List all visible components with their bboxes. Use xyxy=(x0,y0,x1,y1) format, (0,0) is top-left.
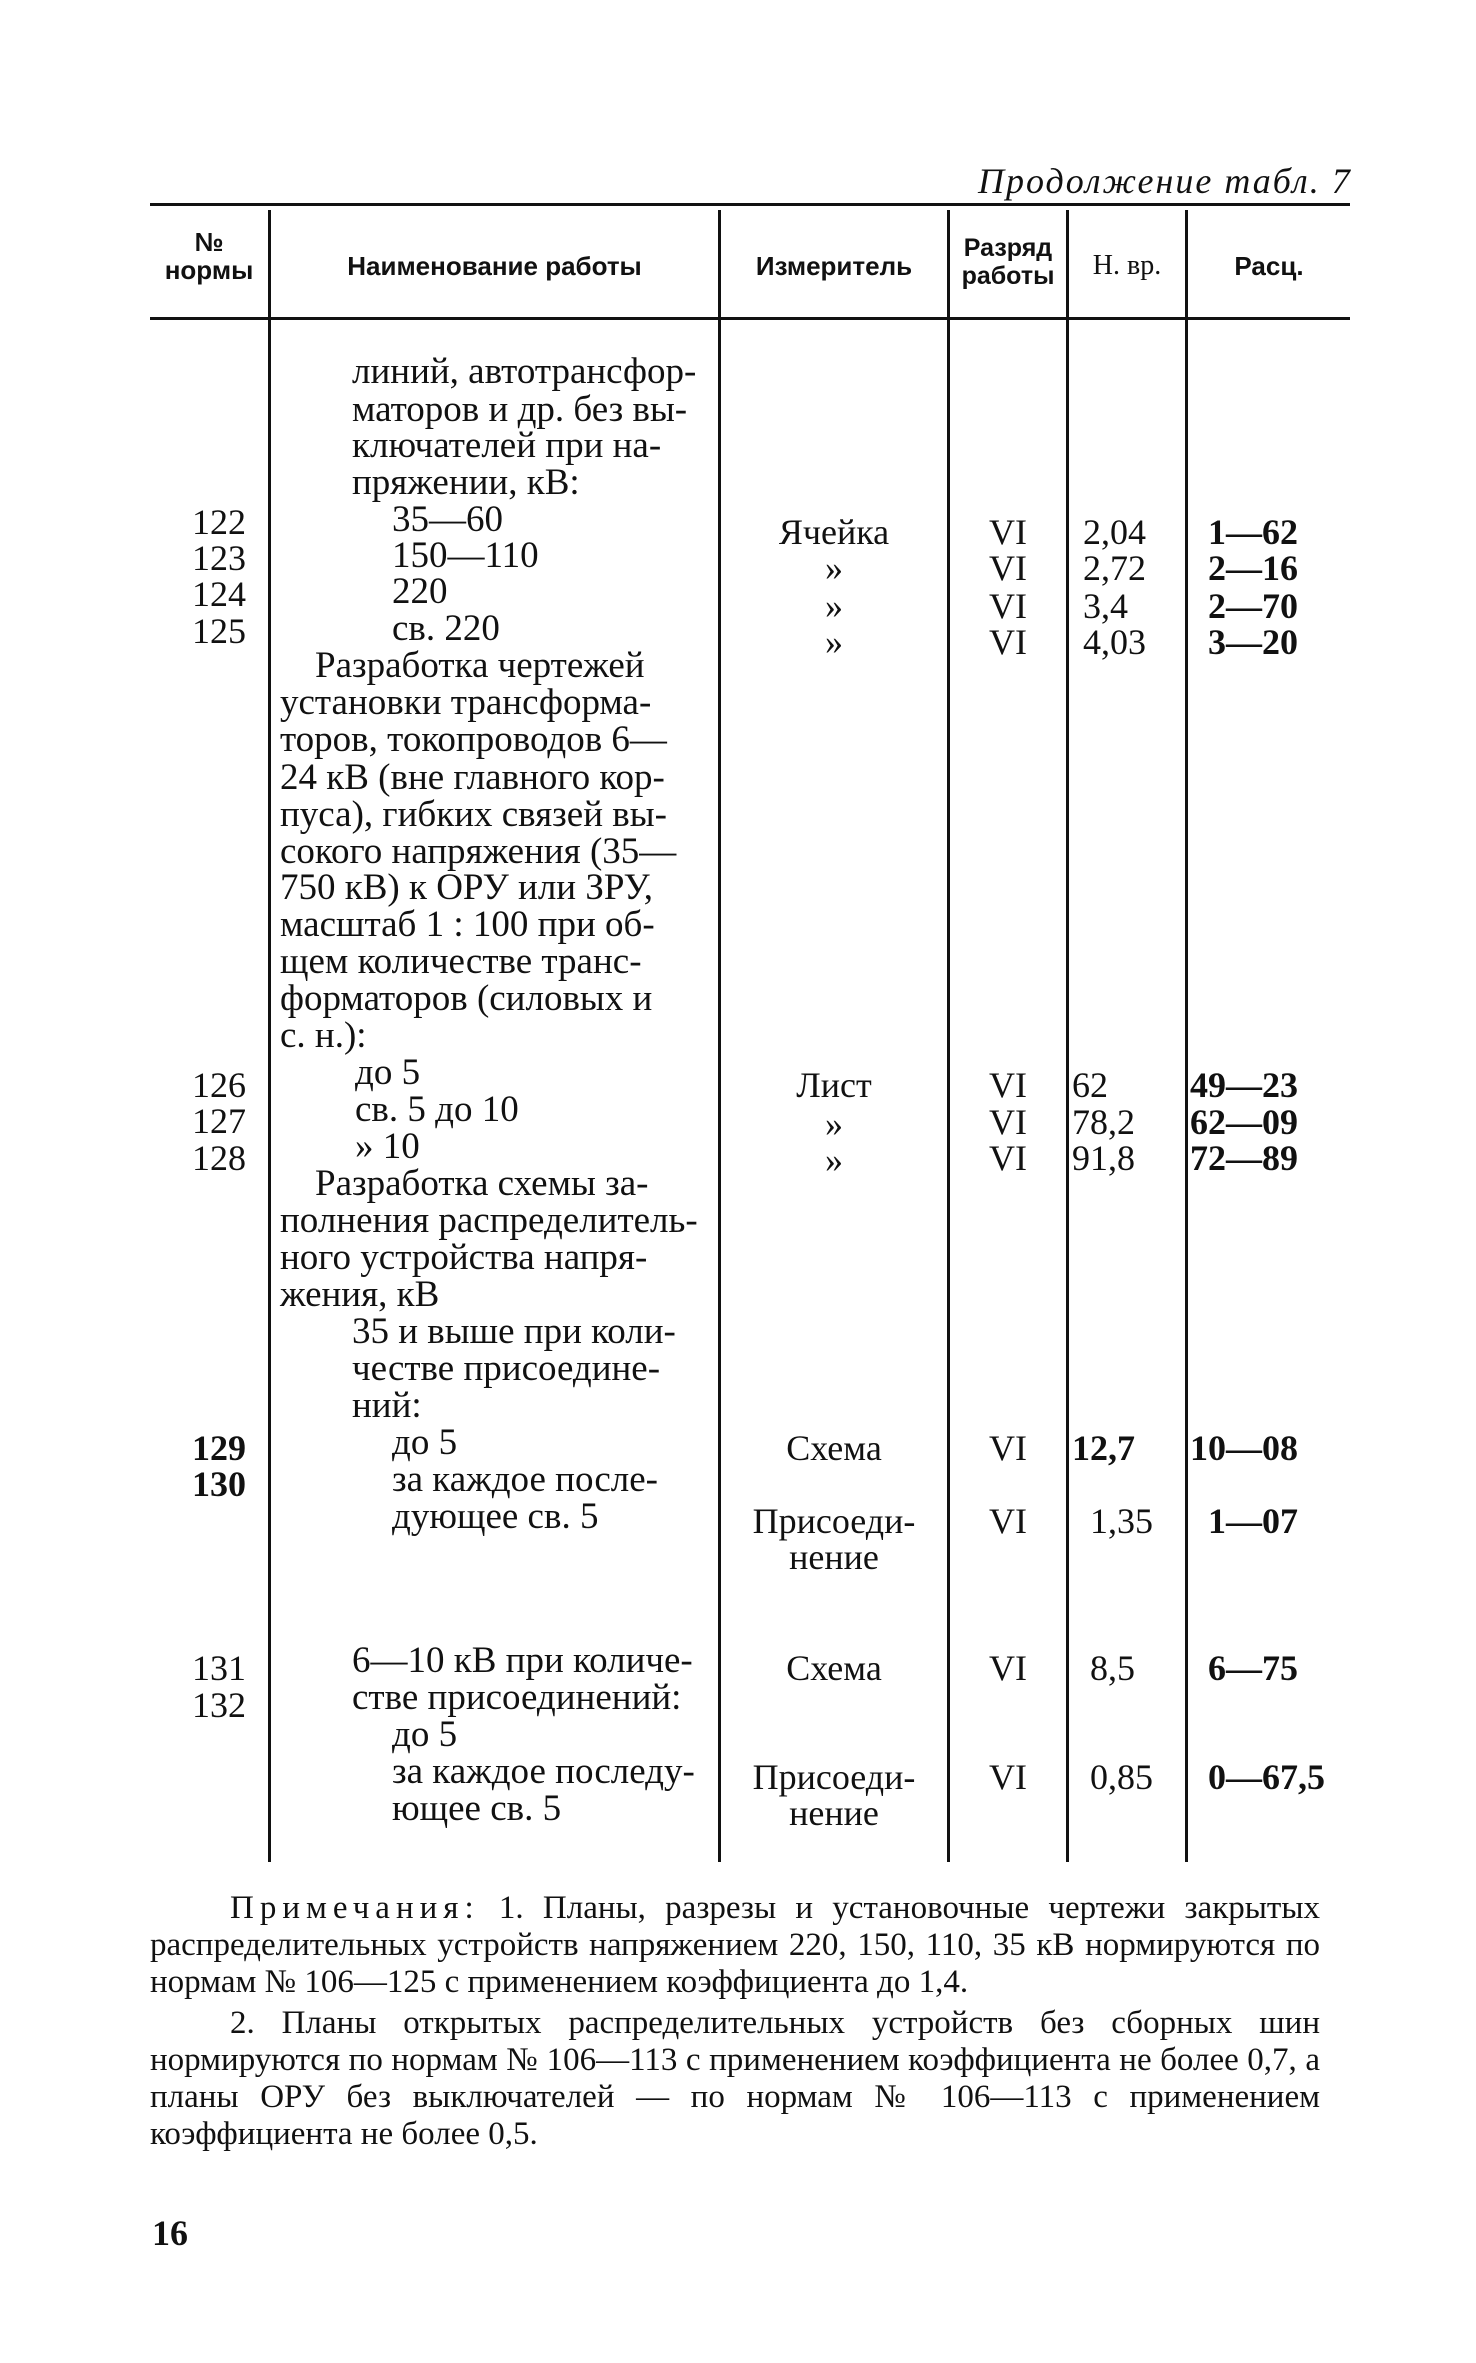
rate-cell: 62—09 xyxy=(1190,1102,1298,1142)
time-norm-cell: 2,04 xyxy=(1083,512,1146,552)
column-divider-1 xyxy=(268,210,271,1862)
column-divider-3 xyxy=(947,210,950,1862)
work-name-line: 6—10 кВ при количе- xyxy=(352,1640,693,1681)
rate-cell: 3—20 xyxy=(1208,622,1298,662)
grade-cell: VI xyxy=(989,586,1027,626)
time-norm-cell: 62 xyxy=(1072,1065,1108,1105)
unit-cell: » xyxy=(825,548,843,588)
note-2: 2. Планы открытых распределительных устройств без сборных шин нормируются по нормам № 106—113 с применением коэффициента не более 0,7, а планы ОРУ без выключателей — по нормам № 106—113 с применением коэффициента не более 0,5. xyxy=(150,2005,1320,2152)
grade-cell: VI xyxy=(989,1138,1027,1178)
unit-cell: Присоеди- нение xyxy=(752,1757,916,1833)
work-name-line: св. 5 до 10 xyxy=(355,1089,519,1130)
work-name-line: маторов и др. без вы- xyxy=(352,389,688,430)
work-name-line: за каждое после- xyxy=(392,1459,658,1500)
unit-cell: » xyxy=(825,586,843,626)
time-norm-cell: 12,7 xyxy=(1072,1428,1135,1468)
norm-number: 128 xyxy=(192,1138,246,1178)
work-name-line: 220 xyxy=(392,571,448,612)
work-name-line: 35 и выше при коли- xyxy=(352,1311,676,1352)
norm-number: 124 xyxy=(192,574,246,614)
norm-number: 132 xyxy=(192,1685,246,1725)
notes-label: Примечания: xyxy=(230,1890,480,1926)
time-norm-cell: 2,72 xyxy=(1083,548,1146,588)
work-name-line: до 5 xyxy=(392,1422,458,1463)
grade-cell: VI xyxy=(989,1102,1027,1142)
rate-cell: 49—23 xyxy=(1190,1065,1298,1105)
column-divider-2 xyxy=(718,210,721,1862)
table-top-rule xyxy=(150,203,1350,206)
grade-cell: VI xyxy=(989,1065,1027,1105)
time-norm-cell: 1,35 xyxy=(1090,1501,1153,1541)
work-name-line: с. н.): xyxy=(280,1015,367,1056)
time-norm-cell: 3,4 xyxy=(1083,586,1128,626)
work-name-line: за каждое последу- xyxy=(392,1751,695,1792)
work-name-line: ключателей при на- xyxy=(352,425,662,466)
header-time-norm: Н. вр. xyxy=(1092,250,1162,281)
grade-cell: VI xyxy=(989,1428,1027,1468)
work-name-line: ний: xyxy=(352,1385,422,1426)
table-continuation-title: Продолжение табл. 7 xyxy=(978,161,1352,201)
work-name-line: стве присоединений: xyxy=(352,1677,682,1718)
norm-number: 130 xyxy=(192,1464,246,1504)
rate-cell: 2—70 xyxy=(1208,586,1298,626)
norm-number: 125 xyxy=(192,611,246,651)
work-name-line: честве присоедине- xyxy=(352,1348,661,1389)
work-name-line: форматоров (силовых и xyxy=(280,978,653,1019)
norm-number: 123 xyxy=(192,538,246,578)
rate-cell: 10—08 xyxy=(1190,1428,1298,1468)
header-norm-number: № нормы xyxy=(164,227,254,285)
norm-number: 127 xyxy=(192,1101,246,1141)
rate-cell: 1—07 xyxy=(1208,1501,1298,1541)
rate-cell: 72—89 xyxy=(1190,1138,1298,1178)
header-unit: Измеритель xyxy=(755,251,913,281)
work-name-line: торов, токопроводов 6— xyxy=(280,719,667,760)
work-name-line: пуса), гибких связей вы- xyxy=(280,794,667,835)
norm-number: 122 xyxy=(192,502,246,542)
time-norm-cell: 0,85 xyxy=(1090,1757,1153,1797)
work-name-line: пряжении, кВ: xyxy=(352,462,580,503)
work-name-line: до 5 xyxy=(355,1052,421,1093)
norm-number: 126 xyxy=(192,1065,246,1105)
work-name-line: ющее св. 5 xyxy=(392,1788,562,1829)
work-name-line: 35—60 xyxy=(392,499,503,540)
work-name-line: Разработка схемы за- xyxy=(315,1163,649,1204)
grade-cell: VI xyxy=(989,1757,1027,1797)
work-name-line: жения, кВ xyxy=(280,1274,440,1315)
work-name-line: » 10 xyxy=(355,1126,420,1167)
notes-block xyxy=(150,1890,1320,2153)
grade-cell: VI xyxy=(989,1648,1027,1688)
work-name-line: ного устройства напря- xyxy=(280,1237,648,1278)
work-name-line: масштаб 1 : 100 при об- xyxy=(280,904,655,945)
time-norm-cell: 78,2 xyxy=(1072,1102,1135,1142)
unit-cell: » xyxy=(825,622,843,662)
work-name-line: 150—110 xyxy=(392,535,539,576)
work-name-line: линий, автотрансфор- xyxy=(352,351,697,392)
work-name-line: 750 кВ) к ОРУ или ЗРУ, xyxy=(280,867,653,908)
grade-cell: VI xyxy=(989,1501,1027,1541)
column-divider-4 xyxy=(1066,210,1069,1862)
work-name-line: установки трансформа- xyxy=(280,682,652,723)
grade-cell: VI xyxy=(989,548,1027,588)
note-1-text: 1. Планы, разрезы и установочные чертежи закрытых распределительных устройств напряжением 220, 150, 110, 35 кВ нормируются по нормам № 106—125 с применением коэффициента до 1,4. xyxy=(150,1890,1320,2000)
work-name-line: 24 кВ (вне главного кор- xyxy=(280,757,665,798)
unit-cell: Схема xyxy=(786,1648,882,1688)
rate-cell: 0—67,5 xyxy=(1208,1757,1325,1797)
rate-cell: 6—75 xyxy=(1208,1648,1298,1688)
work-name-line: щем количестве транс- xyxy=(280,941,642,982)
header-rate: Расц. xyxy=(1234,251,1304,281)
grade-cell: VI xyxy=(989,512,1027,552)
time-norm-cell: 91,8 xyxy=(1072,1138,1135,1178)
unit-cell: Присоеди- нение xyxy=(752,1501,916,1577)
work-name-line: полнения распределитель- xyxy=(280,1200,698,1241)
norm-number: 131 xyxy=(192,1648,246,1688)
unit-cell: Лист xyxy=(796,1065,872,1105)
unit-cell: Ячейка xyxy=(778,512,890,552)
column-divider-5 xyxy=(1185,210,1188,1862)
header-work-name: Наименование работы xyxy=(347,251,642,281)
time-norm-cell: 4,03 xyxy=(1083,622,1146,662)
work-name-line: Разработка чертежей xyxy=(315,645,645,686)
unit-cell: Схема xyxy=(786,1428,882,1468)
unit-cell: » xyxy=(825,1140,843,1180)
norm-number: 129 xyxy=(192,1428,246,1468)
note-1 xyxy=(150,1890,1320,2001)
work-name-line: дующее св. 5 xyxy=(392,1496,599,1537)
page-number: 16 xyxy=(152,2213,188,2253)
rate-cell: 2—16 xyxy=(1208,548,1298,588)
rate-cell: 1—62 xyxy=(1208,512,1298,552)
table-header-bottom-rule xyxy=(150,317,1350,320)
header-grade: Разряд работы xyxy=(961,234,1055,290)
work-name-line: до 5 xyxy=(392,1714,458,1755)
grade-cell: VI xyxy=(989,622,1027,662)
time-norm-cell: 8,5 xyxy=(1090,1648,1135,1688)
work-name-line: сокого напряжения (35— xyxy=(280,831,677,872)
unit-cell: » xyxy=(825,1104,843,1144)
work-name-line: св. 220 xyxy=(392,608,500,649)
